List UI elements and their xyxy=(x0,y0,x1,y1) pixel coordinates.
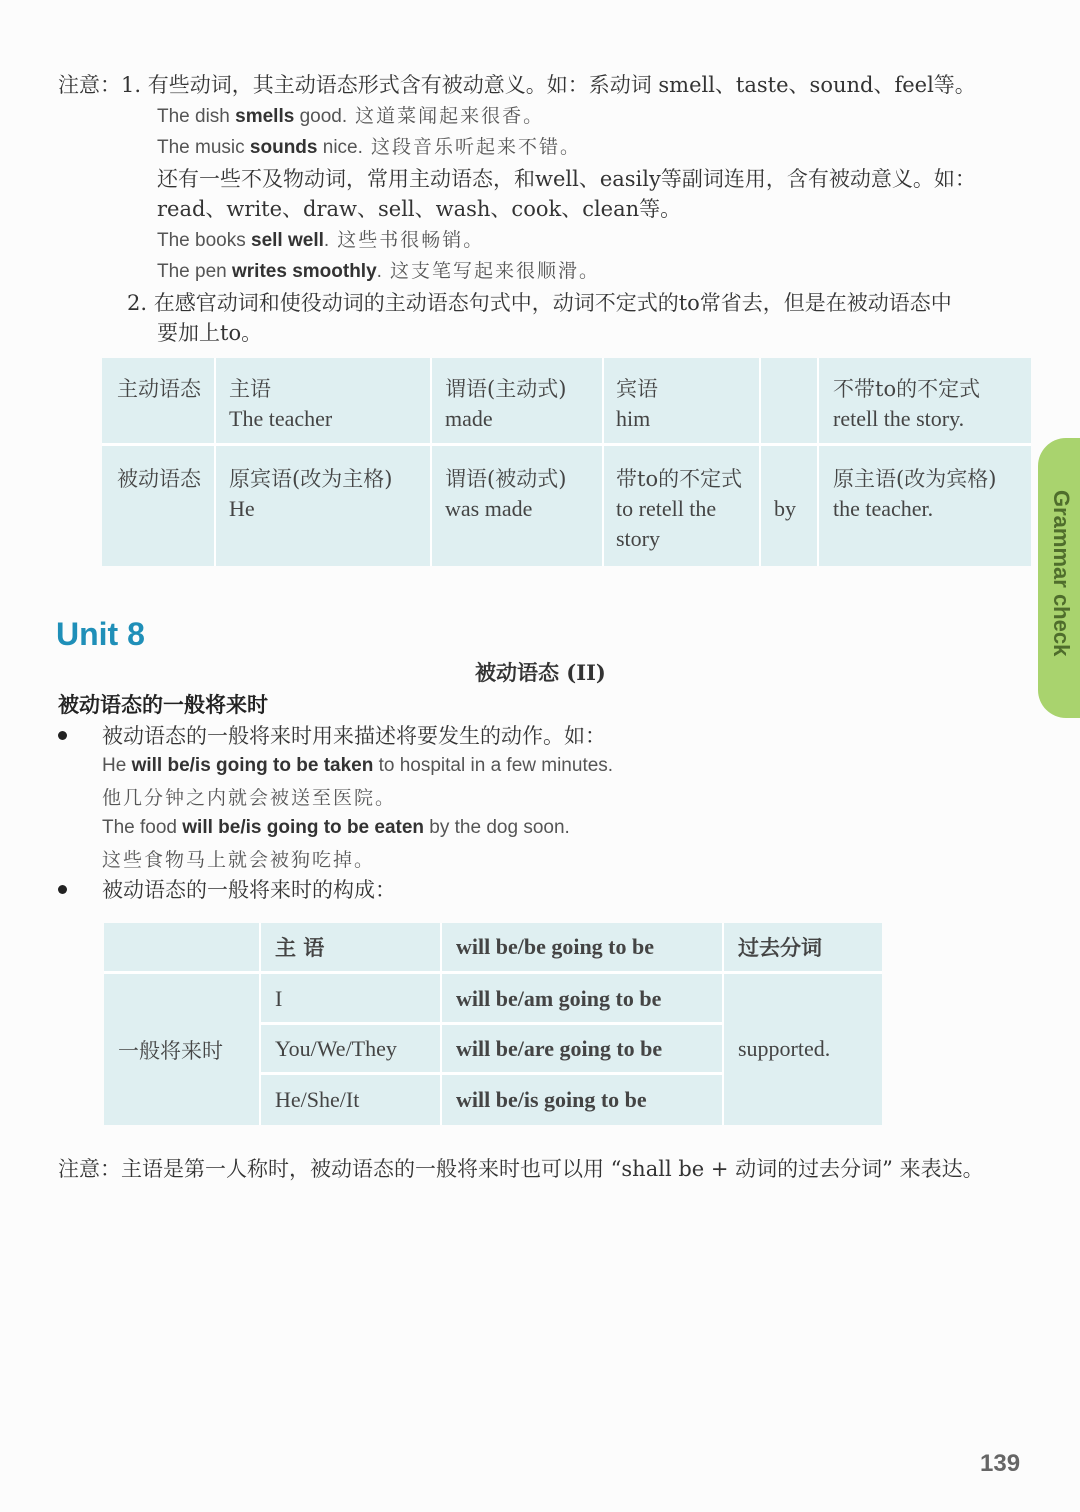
example-sentence: The food will be/is going to be eaten by the dog soon. xyxy=(102,817,570,838)
example-translation: 这些食物马上就会被狗吃掉。 xyxy=(102,849,376,871)
table-cell: will be/is going to be xyxy=(456,1087,647,1112)
table-cell: 原宾语(改为主格) He xyxy=(229,467,393,521)
table-cell: 谓语(主动式) made xyxy=(445,377,567,431)
bullet1-text: 被动语态的一般将来时用来描述将要发生的动作。如： xyxy=(102,724,606,748)
table-cell: will be/am going to be xyxy=(456,986,662,1011)
section-title: 被动语态 (II) xyxy=(475,660,606,685)
header-aux: will be/be going to be xyxy=(456,934,655,959)
table-cell: He/She/It xyxy=(275,1087,360,1112)
note1-line1: 注意：1. 有些动词，其主动语态形式含有被动意义。如：系动词 smell、taste、sound、feel等。 xyxy=(58,73,976,97)
bullet-dot xyxy=(58,731,67,740)
note1-line2: 还有一些不及物动词，常用主动语态，和well、easily等副词连用，含有被动意义。如： xyxy=(157,167,976,191)
row-label-passive: 被动语态 xyxy=(117,467,201,491)
table-cell: 不带to的不定式 retell the story. xyxy=(833,377,981,431)
example-sentence: The dish smells good. 这道菜闻起来很香。 xyxy=(157,105,545,127)
example-sentence: The music sounds nice. 这段音乐听起来不错。 xyxy=(157,136,581,158)
table-cell: 原主语(改为宾格) the teacher. xyxy=(833,467,997,521)
page-number: 139 xyxy=(980,1450,1021,1477)
header-subject: 主 语 xyxy=(275,935,325,960)
example-sentence: The pen writes smoothly. 这支笔写起来很顺滑。 xyxy=(157,260,600,282)
row-label-future: 一般将来时 xyxy=(118,1039,223,1063)
note3: 注意：主语是第一人称时，被动语态的一般将来时也可以用 “shall be + 动词的过去分词” 来表达。 xyxy=(58,1157,984,1181)
note2-line1: 2. 在感官动词和使役动词的主动语态句式中，动词不定式的to常省去，但是在被动语态中 xyxy=(127,291,952,315)
example-translation: 他几分钟之内就会被送至医院。 xyxy=(102,787,397,809)
table-cell: 带to的不定式 to retell the story xyxy=(616,467,743,551)
table-cell: supported. xyxy=(738,1036,831,1061)
bullet-dot xyxy=(58,885,67,894)
row-label-active: 主动语态 xyxy=(117,377,201,401)
table-cell: 宾语 him xyxy=(616,377,658,431)
table-cell: 谓语(被动式) was made xyxy=(445,467,567,521)
table-cell: will be/are going to be xyxy=(456,1036,663,1061)
example-sentence: He will be/is going to be taken to hospital in a few minutes. xyxy=(102,755,614,776)
side-tab-label: Grammar check xyxy=(1049,490,1074,657)
note1-line3: read、write、draw、sell、wash、cook、clean等。 xyxy=(157,197,682,221)
header-participle: 过去分词 xyxy=(738,935,822,960)
table-cell: by xyxy=(774,496,796,521)
note2-line2: 要加上to。 xyxy=(157,321,263,345)
example-sentence: The books sell well. 这些书很畅销。 xyxy=(157,229,485,251)
subheading: 被动语态的一般将来时 xyxy=(58,692,268,717)
bullet2-text: 被动语态的一般将来时的构成： xyxy=(102,878,396,902)
table-cell: You/We/They xyxy=(275,1036,397,1061)
unit-title: Unit 8 xyxy=(56,616,145,652)
table-cell: I xyxy=(275,986,283,1011)
table-cell: 主语 The teacher xyxy=(229,377,333,431)
